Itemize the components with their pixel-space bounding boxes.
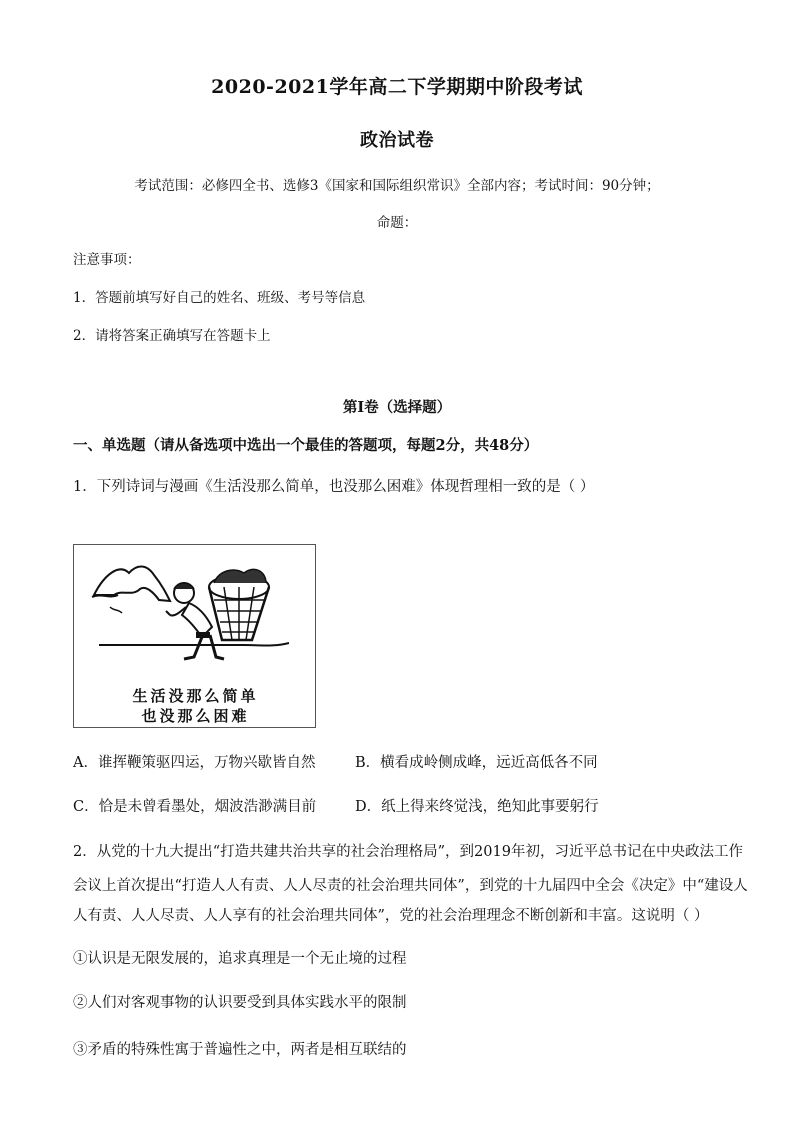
q1-option-a: A．谁挥鞭策驱四运，万物兴歇皆自然 bbox=[73, 755, 316, 771]
notes-heading: 注意事项： bbox=[73, 252, 141, 268]
cartoon-caption-line-1: 生活没那么简单 bbox=[132, 687, 259, 705]
q1-stem: 1．下列诗词与漫画《生活没那么简单，也没那么困难》体现哲理相一致的是（ ） bbox=[73, 479, 595, 495]
q2-statement-3: ③矛盾的特殊性寓于普遍性之中，两者是相互联结的 bbox=[73, 1042, 407, 1058]
notes-item-2: 2．请将答案正确填写在答题卡上 bbox=[73, 328, 271, 344]
exam-author: 命题： bbox=[376, 215, 418, 231]
exam-title: 2020-2021学年高二下学期期中阶段考试 bbox=[211, 76, 583, 98]
q2-stem-line-2: 会议上首次提出“打造人人有责、人人尽责的社会治理共同体”，到党的十九届四中全会《决定》中“建设人 bbox=[73, 878, 748, 894]
exam-scope: 考试范围：必修四全书、选修3《国家和国际组织常识》全部内容；考试时间：90分钟； bbox=[134, 178, 660, 194]
volume-heading: 第I卷（选择题） bbox=[342, 399, 452, 416]
q2-statement-2: ②人们对客观事物的认识要受到具体实践水平的限制 bbox=[73, 995, 407, 1011]
exam-subtitle: 政治试卷 bbox=[360, 130, 434, 151]
q1-option-c: C．恰是未曾看墨处，烟波浩渺满目前 bbox=[73, 799, 317, 815]
q2-stem-line-3: 人有责、人人尽责、人人享有的社会治理共同体”，党的社会治理理念不断创新和丰富。这说明（ ） bbox=[73, 908, 709, 924]
q1-option-b: B．横看成岭侧成峰，远近高低各不同 bbox=[355, 755, 598, 771]
notes-item-1: 1．答题前填写好自己的姓名、班级、考号等信息 bbox=[73, 290, 366, 306]
q2-stem-line-1: 2．从党的十九大提出“打造共建共治共享的社会治理格局”，到2019年初，习近平总书记在中央政法工作 bbox=[73, 844, 743, 860]
part-heading: 一、单选题（请从备选项中选出一个最佳的答题项，每题2分，共48分） bbox=[73, 437, 539, 454]
cartoon-caption-line-2: 也没那么困难 bbox=[141, 707, 250, 725]
q1-option-d: D．纸上得来终觉浅，绝知此事要躬行 bbox=[355, 799, 599, 815]
q1-cartoon bbox=[73, 544, 316, 728]
q2-statement-1: ①认识是无限发展的，追求真理是一个无止境的过程 bbox=[73, 951, 407, 967]
